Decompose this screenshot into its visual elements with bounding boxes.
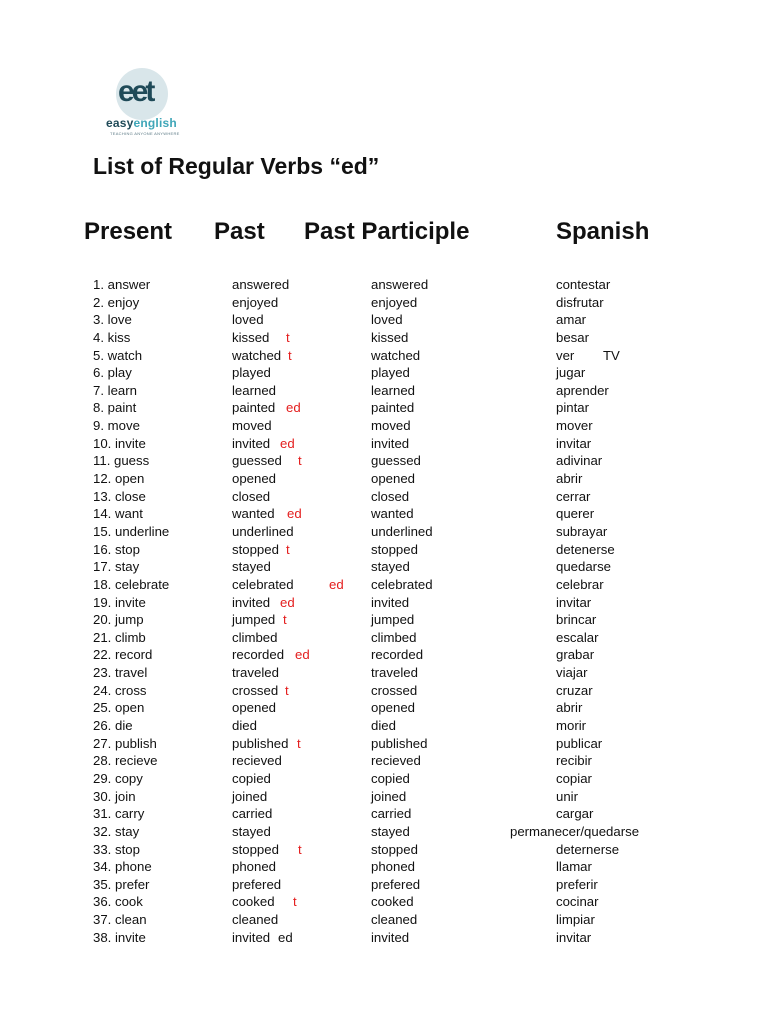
table-row — [0, 558, 768, 576]
present-cell: 33. stop — [93, 841, 140, 857]
spanish-cell: brincar — [556, 612, 597, 628]
table-row — [0, 541, 768, 559]
table-row — [0, 682, 768, 700]
past-participle-cell: closed — [371, 488, 410, 504]
table-row — [0, 735, 768, 753]
past-participle-cell: carried — [371, 806, 412, 822]
past-participle-cell: climbed — [371, 629, 417, 645]
present-cell: 16. stop — [93, 541, 140, 557]
pronunciation-note: t — [298, 453, 302, 469]
past-cell: stopped — [232, 541, 279, 557]
table-row — [0, 382, 768, 400]
past-participle-cell: kissed — [371, 329, 409, 345]
table-row — [0, 329, 768, 347]
table-row — [0, 717, 768, 735]
past-cell: moved — [232, 418, 272, 434]
spanish-cell: escalar — [556, 629, 599, 645]
header-past: Past — [214, 218, 265, 245]
spanish-cell: detenerse — [556, 541, 615, 557]
past-cell: learned — [232, 382, 276, 398]
spanish-cell: cargar — [556, 806, 594, 822]
past-cell: watched — [232, 347, 282, 363]
pronunciation-note: t — [288, 347, 292, 363]
past-cell: opened — [232, 700, 277, 716]
page-title: List of Regular Verbs “ed” — [93, 153, 380, 179]
present-cell: 18. celebrate — [93, 576, 170, 592]
logo-word-english: english — [133, 116, 177, 130]
present-cell: 30. join — [93, 788, 136, 804]
past-participle-cell: learned — [371, 382, 415, 398]
table-row — [0, 611, 768, 629]
spanish-cell: permanecer/quedarse — [510, 823, 640, 839]
header-past-participle: Past Participle — [304, 218, 470, 245]
spanish-cell: recibir — [556, 753, 592, 769]
present-cell: 37. clean — [93, 912, 147, 928]
past-participle-cell: invited — [371, 929, 410, 945]
past-cell: cleaned — [232, 912, 279, 928]
header-present: Present — [84, 218, 173, 245]
spanish-cell: celebrar — [556, 576, 604, 592]
past-cell: guessed — [232, 453, 282, 469]
present-cell: 11. guess — [93, 453, 150, 469]
present-cell: 29. copy — [93, 770, 143, 786]
pronunciation-note: t — [283, 612, 287, 628]
logo-wordmark — [106, 116, 177, 130]
present-cell: 38. invite — [93, 929, 146, 945]
spanish-cell: disfrutar — [556, 294, 604, 310]
past-cell: kissed — [232, 329, 270, 345]
past-participle-cell: cooked — [371, 894, 414, 910]
past-participle-cell: moved — [371, 418, 411, 434]
past-cell: died — [232, 718, 257, 734]
table-row — [0, 294, 768, 312]
past-participle-cell: stayed — [371, 823, 410, 839]
past-cell: carried — [232, 806, 273, 822]
past-cell: closed — [232, 488, 271, 504]
present-cell: 19. invite — [93, 594, 146, 610]
present-cell: 5. watch — [93, 347, 143, 363]
present-cell: 36. cook — [93, 894, 143, 910]
present-cell: 34. phone — [93, 859, 152, 875]
table-row — [0, 435, 768, 453]
table-row — [0, 505, 768, 523]
header-spanish: Spanish — [556, 218, 650, 245]
past-participle-cell: played — [371, 365, 410, 381]
pronunciation-note: ed — [278, 929, 293, 945]
past-cell: cooked — [232, 894, 275, 910]
past-cell: underlined — [232, 523, 294, 539]
spanish-cell: cruzar — [556, 682, 593, 698]
past-cell: wanted — [232, 506, 275, 522]
spanish-cell: abrir — [556, 471, 583, 487]
spanish-cell: cocinar — [556, 894, 599, 910]
spanish-cell: publicar — [556, 735, 603, 751]
spanish-cell: invitar — [556, 929, 592, 945]
table-row — [0, 399, 768, 417]
past-cell: copied — [232, 770, 271, 786]
past-participle-cell: wanted — [371, 506, 414, 522]
present-cell: 7. learn — [93, 382, 137, 398]
past-participle-cell: invited — [371, 435, 410, 451]
table-row — [0, 470, 768, 488]
past-cell: joined — [232, 788, 268, 804]
spanish-cell: adivinar — [556, 453, 603, 469]
past-participle-cell: recorded — [371, 647, 424, 663]
present-cell: 6. play — [93, 365, 132, 381]
past-cell: invited — [232, 435, 271, 451]
present-cell: 26. die — [93, 718, 133, 734]
present-cell: 23. travel — [93, 665, 148, 681]
pronunciation-note: t — [286, 329, 290, 345]
present-cell: 31. carry — [93, 806, 145, 822]
present-cell: 10. invite — [93, 435, 146, 451]
pronunciation-note: ed — [295, 647, 310, 663]
table-row — [0, 929, 768, 947]
table-row — [0, 699, 768, 717]
logo-word-easy: easy — [106, 116, 134, 130]
present-cell: 21. climb — [93, 629, 146, 645]
spanish-cell: preferir — [556, 876, 598, 892]
spanish-cell: cerrar — [556, 488, 591, 504]
table-row — [0, 858, 768, 876]
present-cell: 8. paint — [93, 400, 137, 416]
present-cell: 24. cross — [93, 682, 147, 698]
present-cell: 32. stay — [93, 823, 140, 839]
logo-mark: eet — [118, 75, 153, 108]
past-participle-cell: published — [371, 735, 428, 751]
table-row — [0, 646, 768, 664]
table-row — [0, 594, 768, 612]
past-cell: enjoyed — [232, 294, 279, 310]
table-row — [0, 488, 768, 506]
table-row — [0, 452, 768, 470]
present-cell: 14. want — [93, 506, 143, 522]
past-cell: traveled — [232, 665, 279, 681]
past-cell: invited — [232, 594, 271, 610]
past-cell: phoned — [232, 859, 277, 875]
past-participle-cell: opened — [371, 471, 416, 487]
spanish-cell: limpiar — [556, 912, 595, 928]
past-participle-cell: traveled — [371, 665, 418, 681]
past-cell: painted — [232, 400, 276, 416]
spanish-cell: quedarse — [556, 559, 611, 575]
table-row — [0, 364, 768, 382]
past-participle-cell: watched — [371, 347, 421, 363]
past-cell: recorded — [232, 647, 285, 663]
spanish-extra: TV — [603, 347, 620, 363]
table-row — [0, 347, 768, 365]
table-row — [0, 805, 768, 823]
table-row — [0, 276, 768, 294]
past-cell: answered — [232, 277, 290, 292]
past-participle-cell: invited — [371, 594, 410, 610]
present-cell: 35. prefer — [93, 876, 150, 892]
present-cell: 20. jump — [93, 612, 144, 628]
past-participle-cell: opened — [371, 700, 416, 716]
spanish-cell: jugar — [556, 365, 586, 381]
table-row — [0, 664, 768, 682]
pronunciation-note: t — [293, 894, 297, 910]
table-row — [0, 417, 768, 435]
pronunciation-note: ed — [286, 400, 301, 416]
spanish-cell: pintar — [556, 400, 589, 416]
table-row — [0, 911, 768, 929]
pronunciation-note: t — [286, 541, 290, 557]
past-participle-cell: stayed — [371, 559, 410, 575]
past-participle-cell: cleaned — [371, 912, 418, 928]
past-cell: stayed — [232, 823, 271, 839]
past-participle-cell: underlined — [371, 523, 433, 539]
past-participle-cell: celebrated — [371, 576, 433, 592]
past-participle-cell: jumped — [371, 612, 415, 628]
spanish-cell: deternerse — [556, 841, 620, 857]
past-cell: climbed — [232, 629, 278, 645]
table-row — [0, 893, 768, 911]
present-cell: 2. enjoy — [93, 294, 140, 310]
past-cell: stayed — [232, 559, 271, 575]
spanish-cell: querer — [556, 506, 595, 522]
past-cell: stopped — [232, 841, 279, 857]
table-row — [0, 788, 768, 806]
present-cell: 28. recieve — [93, 753, 158, 769]
logo-tagline: TEACHING ANYONE ANYWHERE — [110, 131, 180, 136]
verb-list — [0, 276, 768, 946]
past-participle-cell: died — [371, 718, 396, 734]
spanish-cell: viajar — [556, 665, 588, 681]
spanish-cell: aprender — [556, 382, 609, 398]
pronunciation-note: ed — [280, 435, 295, 451]
table-row — [0, 823, 768, 841]
past-participle-cell: phoned — [371, 859, 416, 875]
table-row — [0, 523, 768, 541]
past-cell: crossed — [232, 682, 279, 698]
past-participle-cell: stopped — [371, 541, 418, 557]
pronunciation-note: ed — [287, 506, 302, 522]
spanish-cell: invitar — [556, 594, 592, 610]
spanish-cell: llamar — [556, 859, 592, 875]
past-participle-cell: stopped — [371, 841, 418, 857]
spanish-cell: invitar — [556, 435, 592, 451]
pronunciation-note: t — [285, 682, 289, 698]
table-row — [0, 629, 768, 647]
past-cell: recieved — [232, 753, 282, 769]
past-participle-cell: guessed — [371, 453, 421, 469]
past-cell: celebrated — [232, 576, 294, 592]
present-cell: 27. publish — [93, 735, 157, 751]
spanish-cell: ver — [556, 347, 575, 363]
past-participle-cell: crossed — [371, 682, 418, 698]
past-participle-cell: recieved — [371, 753, 421, 769]
spanish-cell: copiar — [556, 770, 592, 786]
past-cell: published — [232, 735, 289, 751]
past-participle-cell: painted — [371, 400, 415, 416]
table-row — [0, 876, 768, 894]
past-participle-cell: loved — [371, 312, 403, 328]
table-row — [0, 576, 768, 594]
past-participle-cell: enjoyed — [371, 294, 418, 310]
past-cell: opened — [232, 471, 277, 487]
past-participle-cell: copied — [371, 770, 410, 786]
present-cell: 12. open — [93, 471, 145, 487]
table-row — [0, 752, 768, 770]
present-cell: 25. open — [93, 700, 145, 716]
spanish-cell: contestar — [556, 277, 611, 292]
past-participle-cell: joined — [371, 788, 407, 804]
present-cell: 3. love — [93, 312, 132, 328]
spanish-cell: abrir — [556, 700, 583, 716]
present-cell: 15. underline — [93, 523, 170, 539]
spanish-cell: unir — [556, 788, 578, 804]
pronunciation-note: ed — [280, 594, 295, 610]
table-row — [0, 841, 768, 859]
past-cell: played — [232, 365, 271, 381]
spanish-cell: amar — [556, 312, 587, 328]
present-cell: 22. record — [93, 647, 153, 663]
past-cell: jumped — [232, 612, 276, 628]
past-cell: loved — [232, 312, 264, 328]
present-cell: 1. answer — [93, 277, 151, 292]
past-participle-cell: answered — [371, 277, 429, 292]
present-cell: 17. stay — [93, 559, 140, 575]
spanish-cell: grabar — [556, 647, 595, 663]
past-cell: invited — [232, 929, 271, 945]
present-cell: 4. kiss — [93, 329, 131, 345]
spanish-cell: besar — [556, 329, 589, 345]
table-row — [0, 311, 768, 329]
pronunciation-note: ed — [329, 576, 344, 592]
spanish-cell: mover — [556, 418, 593, 434]
past-participle-cell: prefered — [371, 876, 421, 892]
present-cell: 9. move — [93, 418, 140, 434]
spanish-cell: subrayar — [556, 523, 608, 539]
table-row — [0, 770, 768, 788]
pronunciation-note: t — [298, 841, 302, 857]
pronunciation-note: t — [297, 735, 301, 751]
past-cell: prefered — [232, 876, 282, 892]
present-cell: 13. close — [93, 488, 146, 504]
easyenglish-logo — [104, 60, 194, 140]
spanish-cell: morir — [556, 718, 587, 734]
